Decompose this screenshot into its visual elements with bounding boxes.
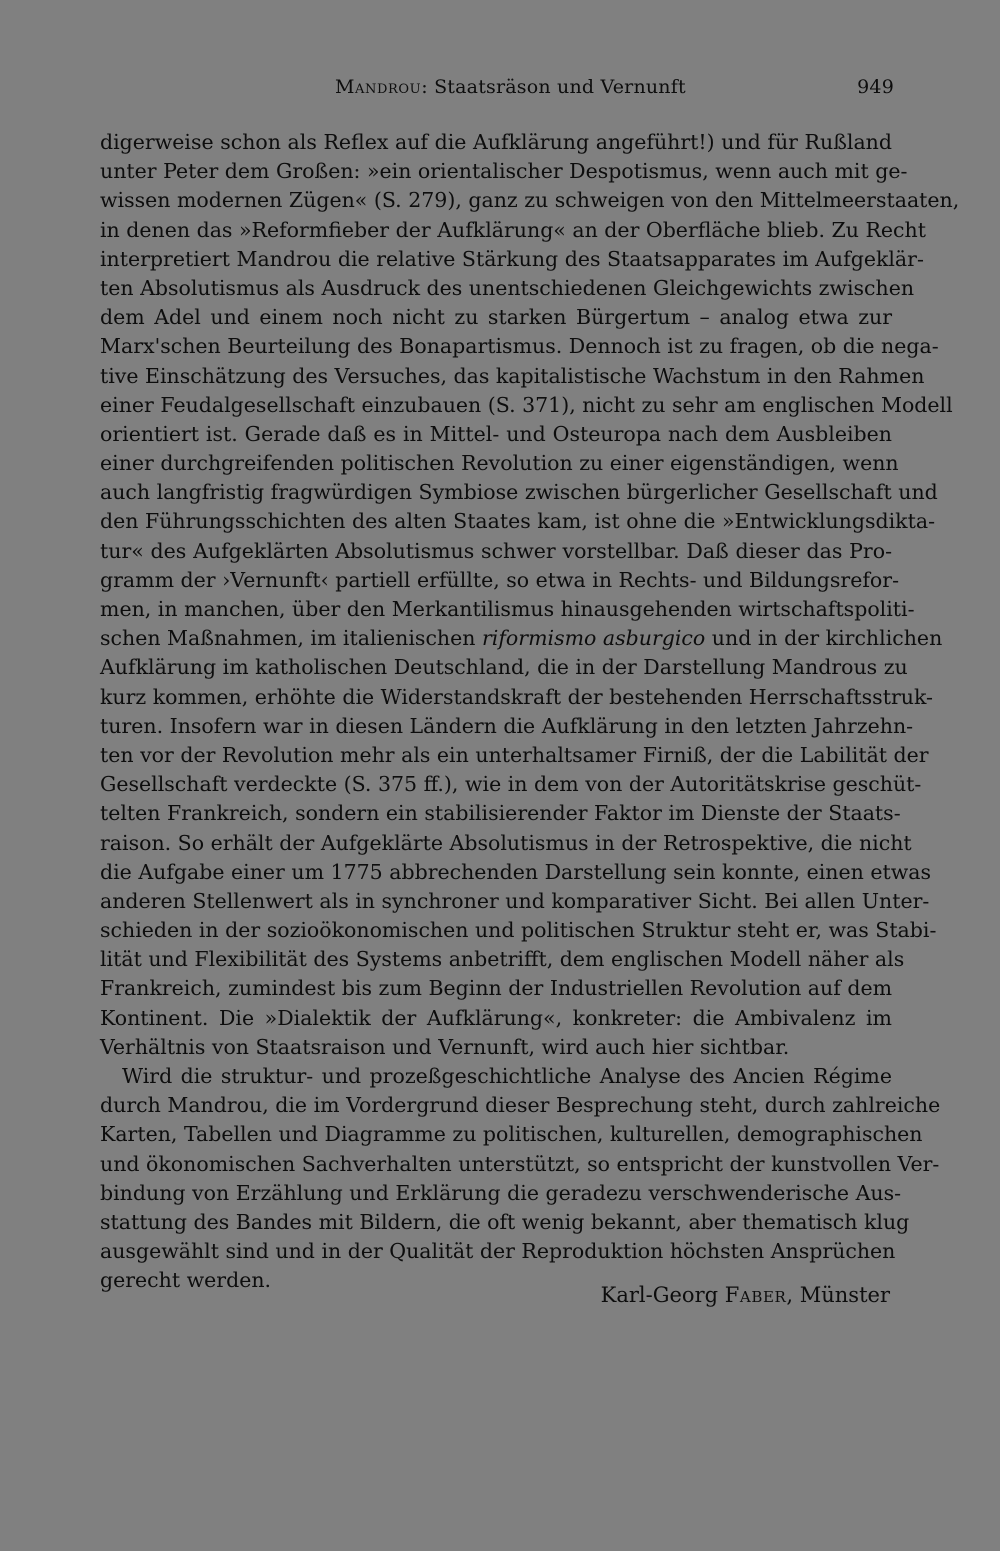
text-line: ten Absolutismus als Ausdruck des unentschiedenen Gleichgewichts zwischen — [100, 275, 915, 300]
text-line: wissen modernen Zügen« (S. 279), ganz zu schweigen von den Mittelmeerstaaten, — [100, 188, 960, 213]
text-line: tive Einschätzung des Versuches, das kapitalistische Wachstum in den Rahmen — [100, 363, 925, 388]
text-line: in denen das »Reformfieber der Aufklärung« an der Oberfläche blieb. Zu Recht — [100, 217, 926, 242]
running-head-author: Mandrou — [335, 76, 422, 98]
text-line: auch langfristig fragwürdigen Symbiose zwischen bürgerlicher Gesellschaft und — [100, 480, 938, 505]
text-line: Frankreich, zumindest bis zum Beginn der Industriellen Revolution auf dem — [100, 976, 893, 1001]
text-line: anderen Stellenwert als in synchroner und komparativer Sicht. Bei allen Unter- — [100, 888, 930, 913]
text-line: interpretiert Mandrou die relative Stärkung des Staatsapparates im Aufgeklär- — [100, 246, 924, 271]
text-line: ausgewählt sind und in der Qualität der Reproduktion höchsten Ansprüchen — [100, 1239, 896, 1264]
text-line: bindung von Erzählung und Erklärung die geradezu verschwenderische Aus- — [100, 1180, 902, 1205]
text-line: Marx'schen Beurteilung des Bonapartismus. Dennoch ist zu fragen, ob die nega- — [100, 334, 939, 359]
text-line: gerecht werden. — [100, 1268, 272, 1293]
text-line: einer Feudalgesellschaft einzubauen (S. 371), nicht zu sehr am englischen Modell — [100, 392, 953, 417]
text-line: stattung des Bandes mit Bildern, die oft wenig bekannt, aber thematisch klug — [100, 1209, 910, 1234]
text-line: men, in manchen, über den Merkantilismus hinausgehenden wirtschaftspoliti- — [100, 597, 915, 621]
reviewer-signature — [601, 1283, 890, 1307]
text-line: tur« des Aufgeklärten Absolutismus schwer vorstellbar. Daß dieser das Pro- — [100, 538, 892, 563]
text-line: digerweise schon als Reflex auf die Aufklärung angeführt!) und für Rußland — [100, 130, 892, 154]
text-line: lität und Flexibilität des Systems anbetrifft, dem englischen Modell näher als — [100, 947, 905, 972]
reviewer-place: , Münster — [786, 1283, 890, 1307]
text-line: turen. Insofern war in diesen Ländern die Aufklärung in den letzten Jahrzehn- — [100, 713, 914, 738]
text-line: orientiert ist. Gerade daß es in Mittel- und Osteuropa nach dem Ausbleiben — [100, 421, 892, 446]
text-line: Kontinent. Die »Dialektik der Aufklärung«, konkreter: die Ambivalenz im — [100, 1005, 892, 1030]
text-line: raison. So erhält der Aufgeklärte Absolutismus in der Retrospektive, die nicht — [100, 830, 912, 855]
text-line: unter Peter dem Großen: »ein orientalischer Despotismus, wenn auch mit ge- — [100, 159, 908, 184]
text-line: dem Adel und einem noch nicht zu starken Bürgertum – analog etwa zur — [100, 305, 892, 330]
text-line: und ökonomischen Sachverhalten unterstützt, so entspricht der kunstvollen Ver- — [100, 1151, 940, 1176]
text-line: ten vor der Revolution mehr als ein unterhaltsamer Firniß, der die Labilität der — [100, 742, 929, 767]
page-header — [100, 76, 894, 100]
paragraph-1 — [100, 128, 960, 1062]
text-line: telten Frankreich, sondern ein stabilisierender Faktor im Dienste der Staats- — [100, 801, 901, 826]
body-text — [100, 128, 960, 1296]
reviewer-surname: Faber — [724, 1283, 787, 1307]
text-segment: schen Maßnahmen, im italienischen — [100, 626, 482, 651]
text-line: Karten, Tabellen und Diagramme zu politischen, kulturellen, demographischen — [100, 1122, 923, 1147]
text-line: Aufklärung im katholischen Deutschland, die in der Darstellung Mandrous zu — [100, 655, 908, 680]
running-head-title: : Staatsräson und Vernunft — [421, 76, 686, 98]
paragraph-2 — [100, 1062, 941, 1296]
running-head — [335, 76, 686, 98]
text-line-with-italic — [100, 624, 943, 653]
reviewer-given-name: Karl-Georg — [600, 1283, 725, 1307]
text-line: einer durchgreifenden politischen Revolution zu einer eigenständigen, wenn — [100, 451, 899, 476]
text-line: Wird die struktur- und prozeßgeschichtliche Analyse des Ancien Régime — [122, 1064, 892, 1088]
text-segment: und in der kirchlichen — [705, 626, 943, 651]
page-number: 949 — [857, 76, 894, 98]
text-line: Verhältnis von Staatsraison und Vernunft, wird auch hier sichtbar. — [100, 1034, 790, 1059]
text-line: den Führungsschichten des alten Staates kam, ist ohne die »Entwicklungsdikta- — [100, 509, 935, 534]
text-line: schieden in der sozioökonomischen und politischen Struktur steht er, was Stabi- — [100, 918, 937, 943]
text-line: durch Mandrou, die im Vordergrund dieser Besprechung steht, durch zahlreiche — [100, 1093, 941, 1118]
text-line: Gesellschaft verdeckte (S. 375 ff.), wie in dem von der Autoritätskrise geschüt- — [100, 772, 922, 797]
italic-phrase: riformismo asburgico — [481, 626, 706, 651]
text-line: die Aufgabe einer um 1775 abbrechenden Darstellung sein konnte, einen etwas — [100, 859, 932, 884]
text-line: kurz kommen, erhöhte die Widerstandskraft der bestehenden Herrschaftsstruk- — [100, 684, 933, 709]
text-line: gramm der ›Vernunft‹ partiell erfüllte, so etwa in Rechts- und Bildungsrefor- — [100, 567, 899, 592]
